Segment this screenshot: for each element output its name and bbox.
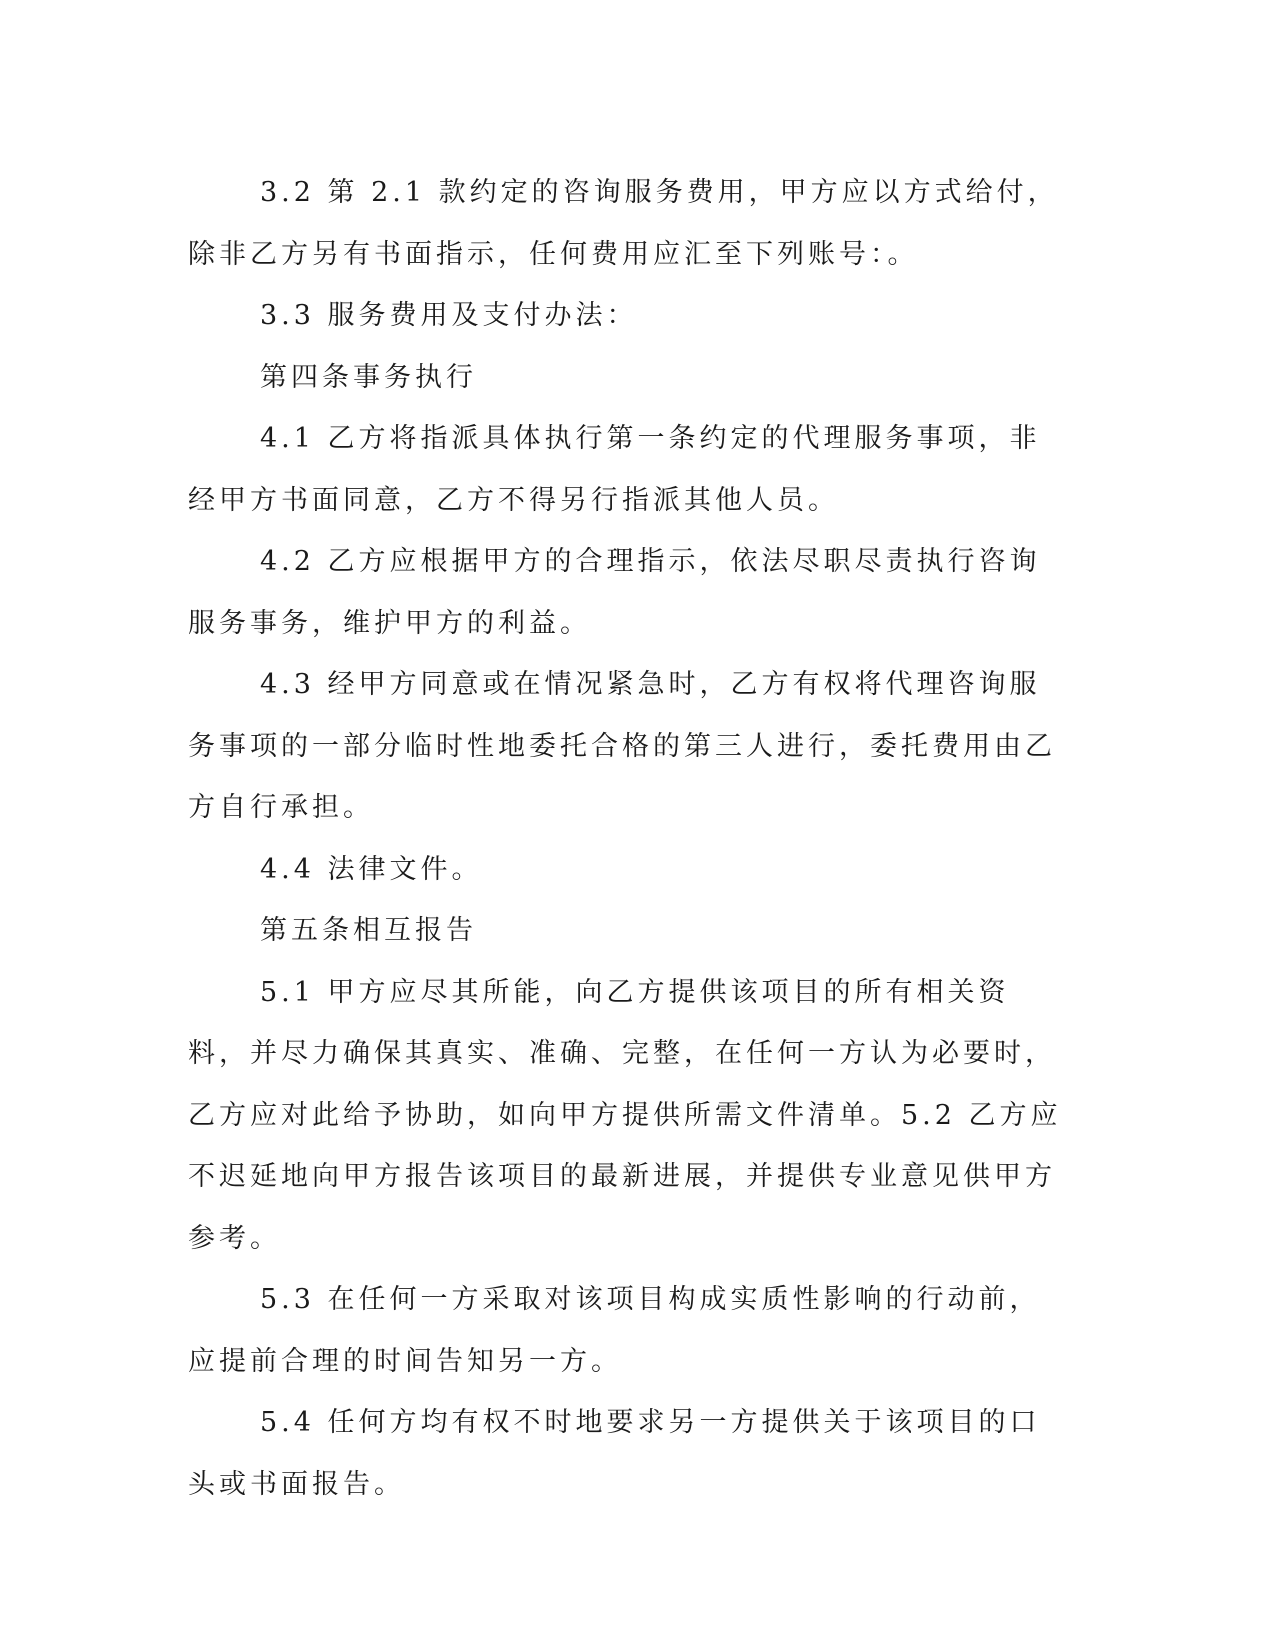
paragraph-3-3: 3.3 服务费用及支付办法： <box>260 300 638 331</box>
paragraph-4-4: 4.4 法律文件。 <box>260 853 483 885</box>
document-body <box>188 162 1068 1515</box>
paragraph-4-2: 4.2 乙方应根据甲方的合理指示，依法尽职尽责执行咨询服务事务，维护甲方的利益。 <box>188 546 1041 639</box>
article-5-heading: 第五条相互报告 <box>260 915 477 946</box>
paragraph-5-1: 5.1 甲方应尽其所能，向乙方提供该项目的所有相关资料，并尽力确保其真实、准确、完整，在任何一方认为必要时，乙方应对此给予协助，如向甲方提供所需文件清单。5.2 乙方应不迟延地向甲方报告该项目的最新进展，并提供专业意见供甲方参考。 <box>188 976 1062 1254</box>
article-4-heading: 第四条事务执行 <box>260 361 477 393</box>
paragraph-5-4: 5.4 任何方均有权不时地要求另一方提供关于该项目的口头或书面报告。 <box>188 1407 1041 1500</box>
paragraph-4-1: 4.1 乙方将指派具体执行第一条约定的代理服务事项，非经甲方书面同意，乙方不得另行指派其他人员。 <box>188 423 1041 516</box>
paragraph-5-3: 5.3 在任何一方采取对该项目构成实质性影响的行动前，应提前合理的时间告知另一方。 <box>188 1284 1041 1377</box>
paragraph-3-2: 3.2 第 2.1 款约定的咨询服务费用，甲方应以方式给付，除非乙方另有书面指示，任何费用应汇至下列账号：。 <box>188 177 1059 270</box>
paragraph-4-3: 4.3 经甲方同意或在情况紧急时，乙方有权将代理咨询服务事项的一部分临时性地委托合格的第三人进行，委托费用由乙方自行承担。 <box>188 669 1056 823</box>
